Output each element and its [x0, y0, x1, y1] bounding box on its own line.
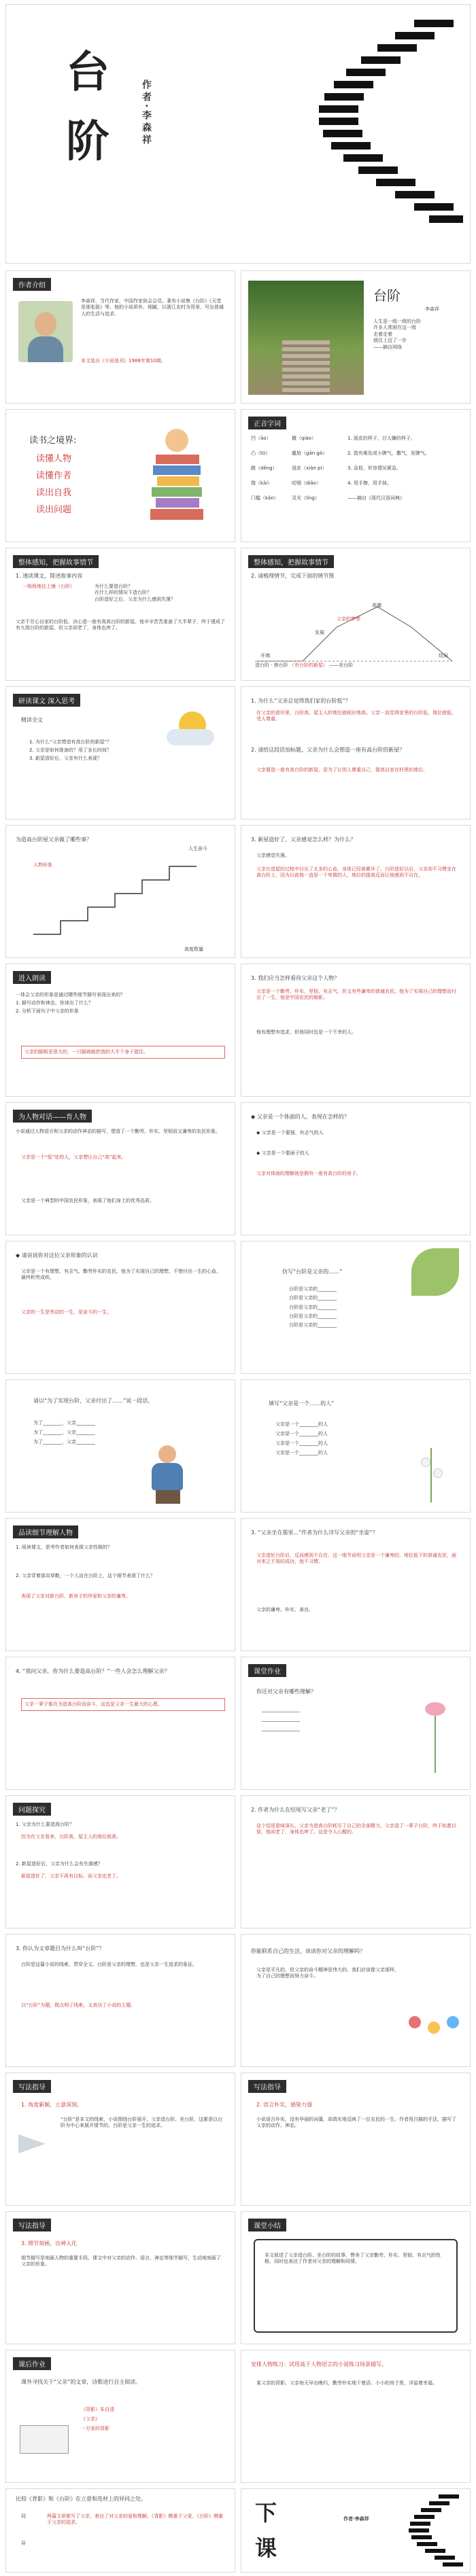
- practice-text: 某父亲的背影。父亲每天早出晚归，勤劳朴实地干着活。小小的房子里，洋溢着幸福。: [256, 2380, 437, 2386]
- reading-aloud-lines: [16, 991, 226, 1016]
- slide-detail-reading: [5, 1518, 235, 1651]
- homework-item: 《父亲》: [81, 2416, 100, 2422]
- question: 3. 我们应当怎样看待父亲这个人物？: [251, 975, 340, 981]
- poem-line: ——摘自网络: [373, 344, 402, 350]
- plot-subquestions: [95, 584, 175, 603]
- writing-point: 3. 细节刻画，出神入化: [21, 2240, 78, 2246]
- slide-title-meaning: [5, 1934, 235, 2067]
- slide-vocabulary: [241, 409, 471, 542]
- plot-node: 开端: [260, 653, 270, 658]
- slide-reading-levels: [5, 409, 235, 542]
- plot-subquestion: 台阶造好之后，父亲为什么感到失落？: [95, 596, 175, 602]
- writing-detail: 细节描写是刻画人物的重要手段。课文中对父亲的动作、语言、神态等细节描写，生动地刻画了父亲的形象。: [21, 2255, 221, 2268]
- slide-writing-guide-2: [241, 2072, 471, 2206]
- slide-imitation-writing: [241, 1241, 471, 1374]
- section-tag: 问题探究: [13, 1803, 51, 1816]
- fill-in-line: 父亲是一个________的人: [275, 1422, 328, 1427]
- answer: 台阶是这篇小说的线索，贯穿全文。台阶是父亲的理想，也是父亲一生追求的象征。: [21, 1962, 197, 1967]
- section-tag: 作者介绍: [13, 278, 51, 291]
- staircase-label: 人生奋斗: [188, 846, 207, 851]
- question: 1. 阅读课文，思考作者如何表现父亲性格的？: [16, 1545, 112, 1550]
- answer: 父亲在造屋的过程中付出了太多的心血，身体已经被累坏了。台阶造好以后，父亲却不习惯坐在高台阶上，因为以前他一直是一个卑微的人，地位的提高反而让他感到不自在。: [256, 866, 456, 879]
- slides-grid: [5, 4, 471, 2573]
- answer: 新屋造好了，父亲不再有目标，而父亲也老了。: [21, 1873, 121, 1879]
- classwork-line: ________________: [262, 1726, 300, 1731]
- slide-classwork: [241, 1657, 471, 1790]
- slide-plot-diagram: [241, 548, 471, 681]
- section-tag: 研读课文 深入思考: [13, 694, 80, 707]
- poem-line: 人生是一级一级的台阶: [373, 319, 421, 324]
- question: 3. 你认为文章题目为什么叫“台阶”？: [16, 1945, 105, 1952]
- classwork-question: 你还对父亲有哪些理解？: [256, 1689, 316, 1695]
- answer-tail: 父亲的谦卑、朴实、善良。: [256, 1607, 313, 1612]
- dialogue-tail: 父亲是一个典型的中国农民形象，表现了他们身上的优秀品质。: [21, 1198, 154, 1203]
- plot-node: 高潮: [372, 603, 381, 608]
- reading-aloud-quote: 父亲的脚板是很大的，一只脚就能把我的大半个身子遮住。: [21, 1046, 225, 1059]
- poem-author: 李森祥: [425, 306, 439, 312]
- deep-reading-questions: [29, 739, 172, 763]
- stone-steps-photo: [248, 281, 364, 395]
- answer: 父亲是一个勤劳、朴实、坚韧、有志气，但又有些谦卑的普通农民。他为了实现自己的理想而付出了一生，他是中国农民的缩影。: [256, 989, 456, 1001]
- homework-item: 《背影》朱自清: [81, 2407, 114, 2412]
- answer: 父亲一辈子都在为造高台阶而奋斗，这也是父亲一生最大的心愿。: [21, 1698, 225, 1711]
- plot-dream-label: 父亲的梦想: [337, 616, 360, 622]
- question: 1. 为什么“父亲总觉得我们家的台阶低”？: [251, 698, 351, 704]
- plot-flow: 造台阶 · 修台阶 （有台阶的新屋） ——坐台阶: [255, 663, 354, 668]
- slide-writing-guide-3: [5, 2211, 235, 2344]
- speaking-line: 为了________，父亲________: [33, 1430, 95, 1435]
- imitation-lines: [289, 1285, 337, 1330]
- question: 4. “我问父亲，你为什么要造高台阶？”一些人会怎么理解父亲？: [16, 1668, 170, 1674]
- plot-question: 1. 速读课文，简述故事内容: [16, 573, 83, 579]
- fill-in-line: 父亲是一个________的人: [275, 1431, 328, 1436]
- answer: 在父亲的意识里，台阶高，屋主人的地位就相应地高。父亲一直觉得家里的台阶低，地位就低，受人尊重。: [256, 710, 456, 722]
- flower-decoration: [411, 1698, 459, 1773]
- end-title-1: 下: [255, 2500, 277, 2526]
- paper-plane-icon: [18, 2134, 46, 2153]
- plot-subquestion: 在什么样的情况下造台阶？: [95, 590, 152, 596]
- poem-line: 就往上迈了一步: [373, 338, 407, 344]
- section-tag: 正音字词: [248, 417, 286, 429]
- writing-point: 1. 角度新颖，立意深刻。: [21, 2102, 83, 2108]
- slide-problem-explore: [5, 1795, 235, 1928]
- deep-question: 2. 父亲是如何准备的？用了多长时间？: [29, 747, 112, 753]
- question: 2. 父亲穿着那双草鞋，一个人站在台阶上，这个细节表现了什么？: [16, 1573, 155, 1578]
- leaf-decoration: [411, 1248, 459, 1296]
- cover-title-1: 台: [66, 47, 109, 98]
- poem-lines: [373, 319, 464, 351]
- writing-detail: “台阶”是本文的线索，小说围绕台阶展开，父亲造台阶、坐台阶，这都是以台阶为中心来展开情节的。台阶是父亲一生的追求。: [61, 2117, 223, 2129]
- section-tag: 进入朗读: [13, 971, 51, 984]
- question: ◆ 父亲是一个体面的人，表现在怎样的？: [251, 1114, 350, 1120]
- answer: 父亲是一个有理想、有志气、勤劳朴实的农民。他为了实现自己的理想，不惜付出一生的心血，最终积劳成疾。: [21, 1269, 221, 1281]
- writing-detail: 小说语言朴实，没有华丽的词藻，却真实地反映了一位农民的一生。作者用白描的手法，描写了父亲的动作、神态。: [256, 2117, 456, 2129]
- reading-level: 读懂作者: [36, 471, 72, 481]
- answer: 这个结尾意味深长。父亲为造高台阶耗尽了自己的全部精力，父亲造了一辈子台阶，终于如愿以偿，他却老了，身体也垮了。这是令人心酸的。: [256, 1823, 456, 1835]
- end-author: 作者·李森祥: [343, 2516, 369, 2522]
- compare-label: 异: [21, 2541, 26, 2546]
- classwork-line: ________________: [262, 1707, 300, 1712]
- question: 你能联系自己的生活，谈谈你对父亲的理解吗？: [251, 1948, 365, 1954]
- end-title-2: 课: [255, 2535, 277, 2561]
- plot-diagram-question: 2. 请梳理情节，完成下面的情节图: [251, 573, 335, 579]
- plot-node: 结局: [439, 653, 448, 658]
- slide-questions-1: [241, 686, 471, 819]
- end-slide: [241, 2488, 471, 2573]
- lily-decoration: [411, 1441, 452, 1502]
- classwork-lines: [262, 1705, 300, 1733]
- imitation-title: 仿写“台阶是父亲的……”: [282, 1269, 343, 1275]
- slide-father-image: [5, 1241, 235, 1374]
- homework-question: 课外寻找关于“父亲”的文章，诗歌进行自主阅读。: [21, 2379, 141, 2385]
- poem-title: 台阶: [373, 287, 401, 304]
- slide-staircase-diagram: [5, 825, 235, 958]
- author-bio: 李森祥，当代作家，中国作家协会会员。著有小说集《台阶》《天堂是那张脸》等。他的小说质朴、细腻，以浙江农村为背景，写出普通人的生活与追求。: [81, 298, 224, 317]
- answer: 因为在父亲看来，台阶高，屋主人的地位就高。: [21, 1834, 121, 1839]
- compare-question: 比较《背影》和《台阶》在立意和选材上的异同之处。: [16, 2496, 146, 2502]
- answer: 父亲要造一座有高台阶的新屋，是为了让别人尊重自己，提高自家在村里的地位。: [256, 767, 428, 773]
- vocab-row: 凸（tū） 尴尬（gān gà） 2. 指有难处或小脾气，撒气，发脾气。: [251, 451, 430, 456]
- imitation-line: 台阶是父亲的________: [289, 1322, 337, 1328]
- staircase-caption: 高度数量: [184, 947, 203, 952]
- reading-level: 读出问题: [36, 505, 72, 515]
- staircase-diagram: [33, 853, 210, 941]
- slide-poem: [241, 270, 471, 404]
- question: ◆ 请说说你对这位父亲形象的认识: [16, 1252, 98, 1258]
- slide-compare: [5, 2488, 235, 2573]
- slide-questions-2: [241, 825, 471, 958]
- reading-levels-list: [36, 451, 71, 518]
- cover-title-2: 阶: [66, 116, 109, 167]
- books-stack-illustration: [150, 429, 205, 531]
- father-child-illustration: [146, 1445, 194, 1504]
- answer: 父亲是平凡的，但父亲的奋斗精神是伟大的。我们应该像父亲那样，为了自己的理想而努力奋斗。: [256, 1967, 399, 1979]
- author-photo: [18, 301, 73, 362]
- question: 3. 新屋造好了，父亲感觉怎么样？为什么？: [251, 836, 356, 843]
- open-book-icon: [20, 2425, 69, 2454]
- question: 2. 新屋造好后，父亲为什么会有失落感？: [16, 1861, 103, 1867]
- section-tag: 课后作业: [13, 2357, 51, 2370]
- question: 1. 父亲为什么要造高台阶？: [16, 1822, 74, 1827]
- reading-heading: 读书之境界:: [29, 436, 77, 446]
- reading-aloud-line: 2. 分析下面句子中父亲的形象: [16, 1008, 79, 1014]
- speaking-line: 为了________，父亲________: [33, 1420, 95, 1426]
- section-tag: 整体感知，把握故事情节: [13, 555, 99, 568]
- poem-line: 走着走着: [373, 331, 392, 337]
- question: 3. “父亲坐在那里...”作者为什么详写父亲的“坐姿”？: [251, 1530, 378, 1536]
- spiral-stairs-illustration: [210, 5, 469, 264]
- section-tag: 课堂小结: [248, 2219, 286, 2231]
- imitation-line: 台阶是父亲的________: [289, 1313, 337, 1319]
- poem-line: 许多人常困在这一级: [373, 325, 416, 331]
- section-tag: 写法指导: [13, 2080, 51, 2093]
- staircase-bottom-label: 人物形象: [33, 862, 52, 868]
- answer-note: 他有理想有追求，但他同时也是一个不幸的人。: [256, 1029, 356, 1035]
- writing-point: 2. 语言朴实，感染力强: [256, 2102, 313, 2108]
- plot-diagram: [248, 586, 464, 675]
- homework-item: 一方家的背影: [81, 2426, 109, 2431]
- slide-questions-3: [241, 964, 471, 1097]
- homework-items: [81, 2405, 114, 2433]
- deep-question: 3. 新屋造好后，父亲有什么表现？: [29, 755, 102, 761]
- slide-fill-in: [241, 1379, 471, 1513]
- summary-text: 本文叙述了父亲造台阶、坐台阶的故事，赞美了父亲勤劳、朴实、坚韧、有志气的性格，同时也表达了作者对父亲的理解和同情。: [265, 2253, 441, 2265]
- reading-aloud-line: 一体会父亲的形象是通过哪些细节描写表现出来的？: [16, 992, 125, 998]
- plot-subquestion: 为什么要造台阶？: [95, 584, 133, 589]
- slide-why-build: [5, 1657, 235, 1790]
- answer-highlight: 父亲的一生是劳动的一生，是奋斗的一生。: [21, 1309, 112, 1315]
- section-tag: 课堂作业: [248, 1664, 286, 1677]
- answer-title: 父亲感觉失落。: [256, 853, 290, 858]
- section-tag: 写法指导: [248, 2080, 286, 2093]
- fill-in-lines: [275, 1419, 328, 1458]
- slide-deep-reading: [5, 686, 235, 819]
- speaking-question: 请以“为了实现台阶，父亲付出了……”说一段话。: [33, 1398, 154, 1404]
- compare-answer: 两篇文章都写了父亲，表达了对父亲的爱和理解。《背影》侧重于父爱，《台阶》侧重于父亲的追求。: [47, 2513, 223, 2526]
- slide-speaking: [5, 1379, 235, 1513]
- slide-practice: [241, 2350, 471, 2483]
- reading-level: 读出自我: [36, 488, 72, 498]
- cloud-icon: [167, 729, 214, 745]
- slide-dialogue: [5, 1102, 235, 1235]
- deep-question: 1. 为什么“父亲想造有高台阶的新屋”？: [29, 739, 112, 745]
- slide-plot-overview: [5, 548, 235, 681]
- flowers-decoration: [405, 2016, 466, 2064]
- imitation-line: 台阶是父亲的________: [289, 1286, 337, 1292]
- fill-in-line: 父亲是一个________的人: [275, 1450, 328, 1455]
- vocab-row: 揩（kāi） 叨烟（diāo） 4. 用手擦，用手抹。: [251, 480, 392, 486]
- section-tag: 整体感知，把握故事情节: [248, 555, 334, 568]
- trait-item: ◆ 父亲是一个要强、有志气的人: [256, 1130, 324, 1135]
- speaking-line: 为了________，父亲________: [33, 1439, 95, 1445]
- classwork-line: ________________: [262, 1716, 300, 1722]
- speaking-lines: [33, 1418, 95, 1447]
- answer: 父亲对体面的理解就是拥有一座有高台阶的房子。: [256, 1171, 361, 1176]
- answer: 表现了父亲对新台阶、新房子的珍爱和父亲的谦卑。: [21, 1593, 131, 1599]
- slide-homework: [5, 2350, 235, 2483]
- section-tag: 写法指导: [13, 2219, 51, 2231]
- reading-aloud-line: 1. 描写动作和神态，你读出了什么？: [16, 1000, 93, 1006]
- slide-life-connection: [241, 1934, 471, 2067]
- plot-hint: 一级级地往上铺（台阶）: [22, 584, 75, 589]
- slide-author-intro: [5, 270, 235, 404]
- section-tag: 为人物对话——育人物: [13, 1110, 92, 1123]
- deep-reading-sub: 精读全文: [21, 717, 43, 723]
- slide-writing-guide-1: [5, 2072, 235, 2206]
- vocab-table: [251, 436, 466, 510]
- reading-level: 读懂人物: [36, 454, 72, 464]
- slide-ending: [241, 1795, 471, 1928]
- slide-reading-aloud: [5, 964, 235, 1097]
- vocab-row: 门槛（kǎn） 灵光（líng） ——摘自《现代汉语词典》: [251, 495, 405, 501]
- slide-summary: [241, 2211, 471, 2344]
- cover-slide: [5, 4, 471, 264]
- author-bio-note: 本文选自《小说选刊》1988年第10期。: [81, 358, 166, 364]
- dialogue-text: 小说通过人物语言和父亲的动作神态的描写，塑造了一个勤劳、朴实、坚韧而又谦卑的农民形象。: [16, 1129, 220, 1134]
- fill-in-line: 父亲是一个________的人: [275, 1441, 328, 1446]
- vocab-row: 凹（āo） 撬（qiào） 1. 涎皮的样子，讨人嫌的样子。: [251, 436, 415, 441]
- plot-node: 发展: [315, 630, 324, 635]
- section-tag: 品读细节理解人物: [13, 1525, 78, 1538]
- slide-sitting-detail: [241, 1518, 471, 1651]
- spiral-stairs-illustration: [391, 2492, 466, 2571]
- answer-highlight: 以“台阶”为题，既点明了线索，又表达了小说的主题。: [21, 2002, 136, 2008]
- cover-author: 作者·李森祥: [141, 80, 152, 147]
- staircase-title: 为造高台阶屋父亲做了哪些事？: [16, 836, 92, 843]
- dialogue-highlight: 父亲是一个“低”处的人，父亲想让自己“高”起来。: [21, 1154, 126, 1160]
- plot-summary: 父亲不甘心自家的台阶低，决心造一座有高高台阶的新屋。他辛辛苦苦准备了大半辈子，终于建成了有九级台阶的新屋，但父亲却老了，身体也垮了。: [16, 619, 225, 631]
- question: 2. 请给这段话加标题，父亲为什么会想造一座有高台阶的新屋？: [251, 747, 405, 753]
- compare-label: 同: [21, 2513, 26, 2519]
- vocab-row: 蹬（dēng） 涎皮（xián pí） 3. 急促，形容情况紧急。: [251, 465, 401, 471]
- slide-father-traits: [241, 1102, 471, 1235]
- practice-question: 安排人物练习：试用高于人物语言的小说练习场景描写。: [251, 2361, 387, 2367]
- trait-item: ◆ 父亲是一个要面子的人: [256, 1150, 309, 1156]
- imitation-line: 台阶是父亲的________: [289, 1304, 337, 1310]
- imitation-line: 台阶是父亲的________: [289, 1295, 337, 1301]
- answer: 父亲造好台阶后，反而感到不自在。这一细节说明父亲是一个谦卑的、地位低下的普通农民，面对来之不易的成功，他不习惯。: [256, 1553, 456, 1565]
- question: 2. 作者为什么在结尾写父亲“老了”？: [251, 1807, 340, 1813]
- fill-in-question: 填写“父亲是一个……的人”: [269, 1400, 335, 1407]
